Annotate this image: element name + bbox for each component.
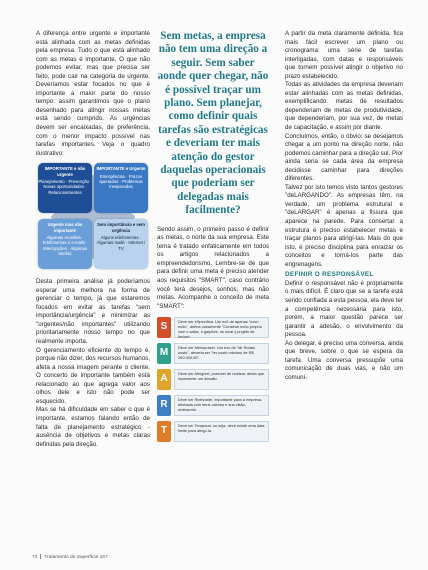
paragraph: Concluímos, então, o óbvio: se desejamos chegar a um ponto na direção norte, não podemos caminhar para a direção sul. Pior ainda seria se cada área da empresa decidisse caminhar para direções diferentes.: [285, 132, 403, 183]
smart-description: Deve ser Mensurável. Um exo de "dir Rodan custo", deveria ser "ter custo máximo de R$ 250.000,00".: [174, 343, 269, 364]
quadrant-title: IMPORTANTE e não urgente: [44, 166, 86, 177]
smart-row: [157, 368, 269, 391]
paragraph: A diferença entre urgente e importante está alinhada com as metas definidas pela empresa. Tudo o que está alinhado com as metas é importante. O que não podemos evitar, mas que precisa ser feito, pode cair na categoria de urgente. Deveríamos estar focados no que é importante a maior parte do nosso tempo: assim garantimos que o plano desenhado para atingir nossas metas está sendo cumprido. As urgências devem ser encaixadas, de preferência, com o menor impacto possível nas tarefas importantes. Veja o quadro ilustrativo:: [36, 30, 150, 157]
priority-matrix: [36, 161, 150, 273]
paragraph: A partir da meta claramente definida, fica mais fácil escrever um plano ou cronograma: uma série de tarefas interligadas, com datas e responsáveis que tornem possível atingir o objetivo no prazo estabelecido.: [285, 30, 403, 80]
paragraph: Definir o responsável não é propriamente o mais difícil. É claro que se a tarefa está sendo confiada a esta pessoa, ela deve ter a competência necessária para isto, porém, a maior questão parece ser garantir a adesão, o envolvimento da pessoa.: [285, 279, 403, 339]
quadrant-body: Alguns telefonemas · Algumas mails · Internet / TV: [96, 235, 146, 251]
paragraph: Todas as atividades da empresa deveriam estar alinhadas com as metas definidas, exemplificando: metas de resultados dependeriam de metas de produtividade, que dependeriam, por sua vez, de metas de capacitação, e assim por diante.: [285, 81, 403, 132]
quadrant-body: Algumas reuniões · Telefonemas e e-mails · Interrupções · Algumas tarefas: [42, 235, 88, 257]
smart-description: Deve ser Atingível, possível de realizar, ainda que represente um desafio.: [174, 369, 269, 390]
quadrant-title: IMPORTANTE e Urgente: [96, 166, 146, 172]
quadrant-important-not-urgent: [38, 163, 92, 213]
quadrant-body: Planejamento · Prevenção · Novas oportunidades · Relacionamentos: [38, 179, 92, 195]
smart-letter: T: [157, 421, 171, 442]
smart-description: Deve ser Relevante, importante para a empresa, alinhada com seus valores e sua visão, motivando.: [174, 395, 269, 416]
smart-diagram: [157, 316, 269, 443]
paragraph: Desta primeira análise já poderíamos esperar uma melhora na forma de gerenciar o tempo, já que estaremos focados em evitar as tarefas "sem importância/urgência" e minimizar as "urgentes/não importantes" utilizando prioritariamente nosso tempo no que realmente importa.: [36, 278, 150, 346]
quadrant-title: Urgente mas não importante: [47, 222, 83, 233]
smart-letter: S: [157, 317, 171, 338]
paragraph: Mas se há dificuldade em saber o que é importante, estamos falando então de falta de planejamento estratégico - ausência de objetivos e metas claras definidas pela direção.: [36, 406, 150, 448]
pull-quote: Sem metas, a empresa não tem uma direção a seguir. Sem saber aonde quer chegar, não é possível traçar um plano. Sem planejar, como definir quais tarefas são estratégicas e deveriam ter mais atenção do gestor daquelas operacionais que poderiam ser delegadas mais facilmente?: [157, 30, 269, 217]
smart-row: [157, 420, 269, 443]
smart-letter: M: [157, 343, 171, 364]
quadrant-important-urgent: [94, 163, 148, 213]
smart-letter: R: [157, 395, 171, 416]
paragraph: Ao delegar, é preciso uma conversa, ainda que breve, sobre o que se espera da tarefa. Uma conversa pressupõe uma comunicação de duas vias, e não um comuni-: [285, 339, 403, 381]
smart-description: Deve ser Temporal, ou seja, deve existir uma data limite para atingí-la.: [174, 421, 269, 442]
quadrant-urgent-not-important: [38, 219, 92, 269]
smart-row: [157, 394, 269, 417]
smart-letter: A: [157, 369, 171, 390]
quadrant-not-important-not-urgent: [94, 219, 148, 269]
smart-row: [157, 342, 269, 365]
smart-description: Deve ser eSpecífica: Um exõ de apenas "novo exõo", defina claramente "Construir exõo próprio com x salas, n galpões, no local y projeto de Imóvel: [174, 317, 269, 338]
smart-row: [157, 316, 269, 339]
publication-name: Tratamento de Superfície: [44, 554, 99, 560]
section-heading: DEFINIR O RESPONSÁVEL: [285, 271, 374, 279]
column-left: [36, 30, 150, 449]
quadrant-body: Emergências · Prazos apertados · Problemas inesperados: [99, 173, 143, 190]
footer-divider: [40, 554, 41, 559]
column-right: [285, 30, 403, 382]
paragraph: Sendo assim, o primeiro passo é definir as metas, o norte da sua empresa. Este tema é tratado enfaticamente em todos os artigos relacionados a empreendedorismo. Lembre-se de que para definir uma meta é preciso atender aos requisitos "SMART", caso contrário você terá desejos, sonhos, mas não metas. Acompanhe o conceito de meta "SMART":: [157, 225, 269, 310]
quadrant-title: Sem importância e sem urgência: [96, 222, 145, 233]
page-number: 72: [32, 554, 38, 560]
page-footer: [32, 554, 108, 560]
issue-number: 167: [99, 554, 108, 560]
paragraph: Talvez por isto temos visto tantos gestores "deLARGANDO". As empresas têm, na verdade, um problema estrutural e "deLARGAR" é apenas a fissura que aparece na parede. Para consertar a estrutura é preciso estabelecer metas e traçar planos para atingí-las. Mais do que isto, é preciso disciplina para enraizar os conceitos e torná-los parte das engrenagens.: [285, 183, 403, 268]
paragraph: O gerenciamento eficiente do tempo é, porque não dizer, dos recursos humanos, afeta a nossa imagem perante o cliente. O concerto de importante também está relacionado ao que agrega valor aos olhos dele e isto não pode ser esquecido.: [36, 346, 150, 405]
column-middle: [157, 30, 269, 446]
